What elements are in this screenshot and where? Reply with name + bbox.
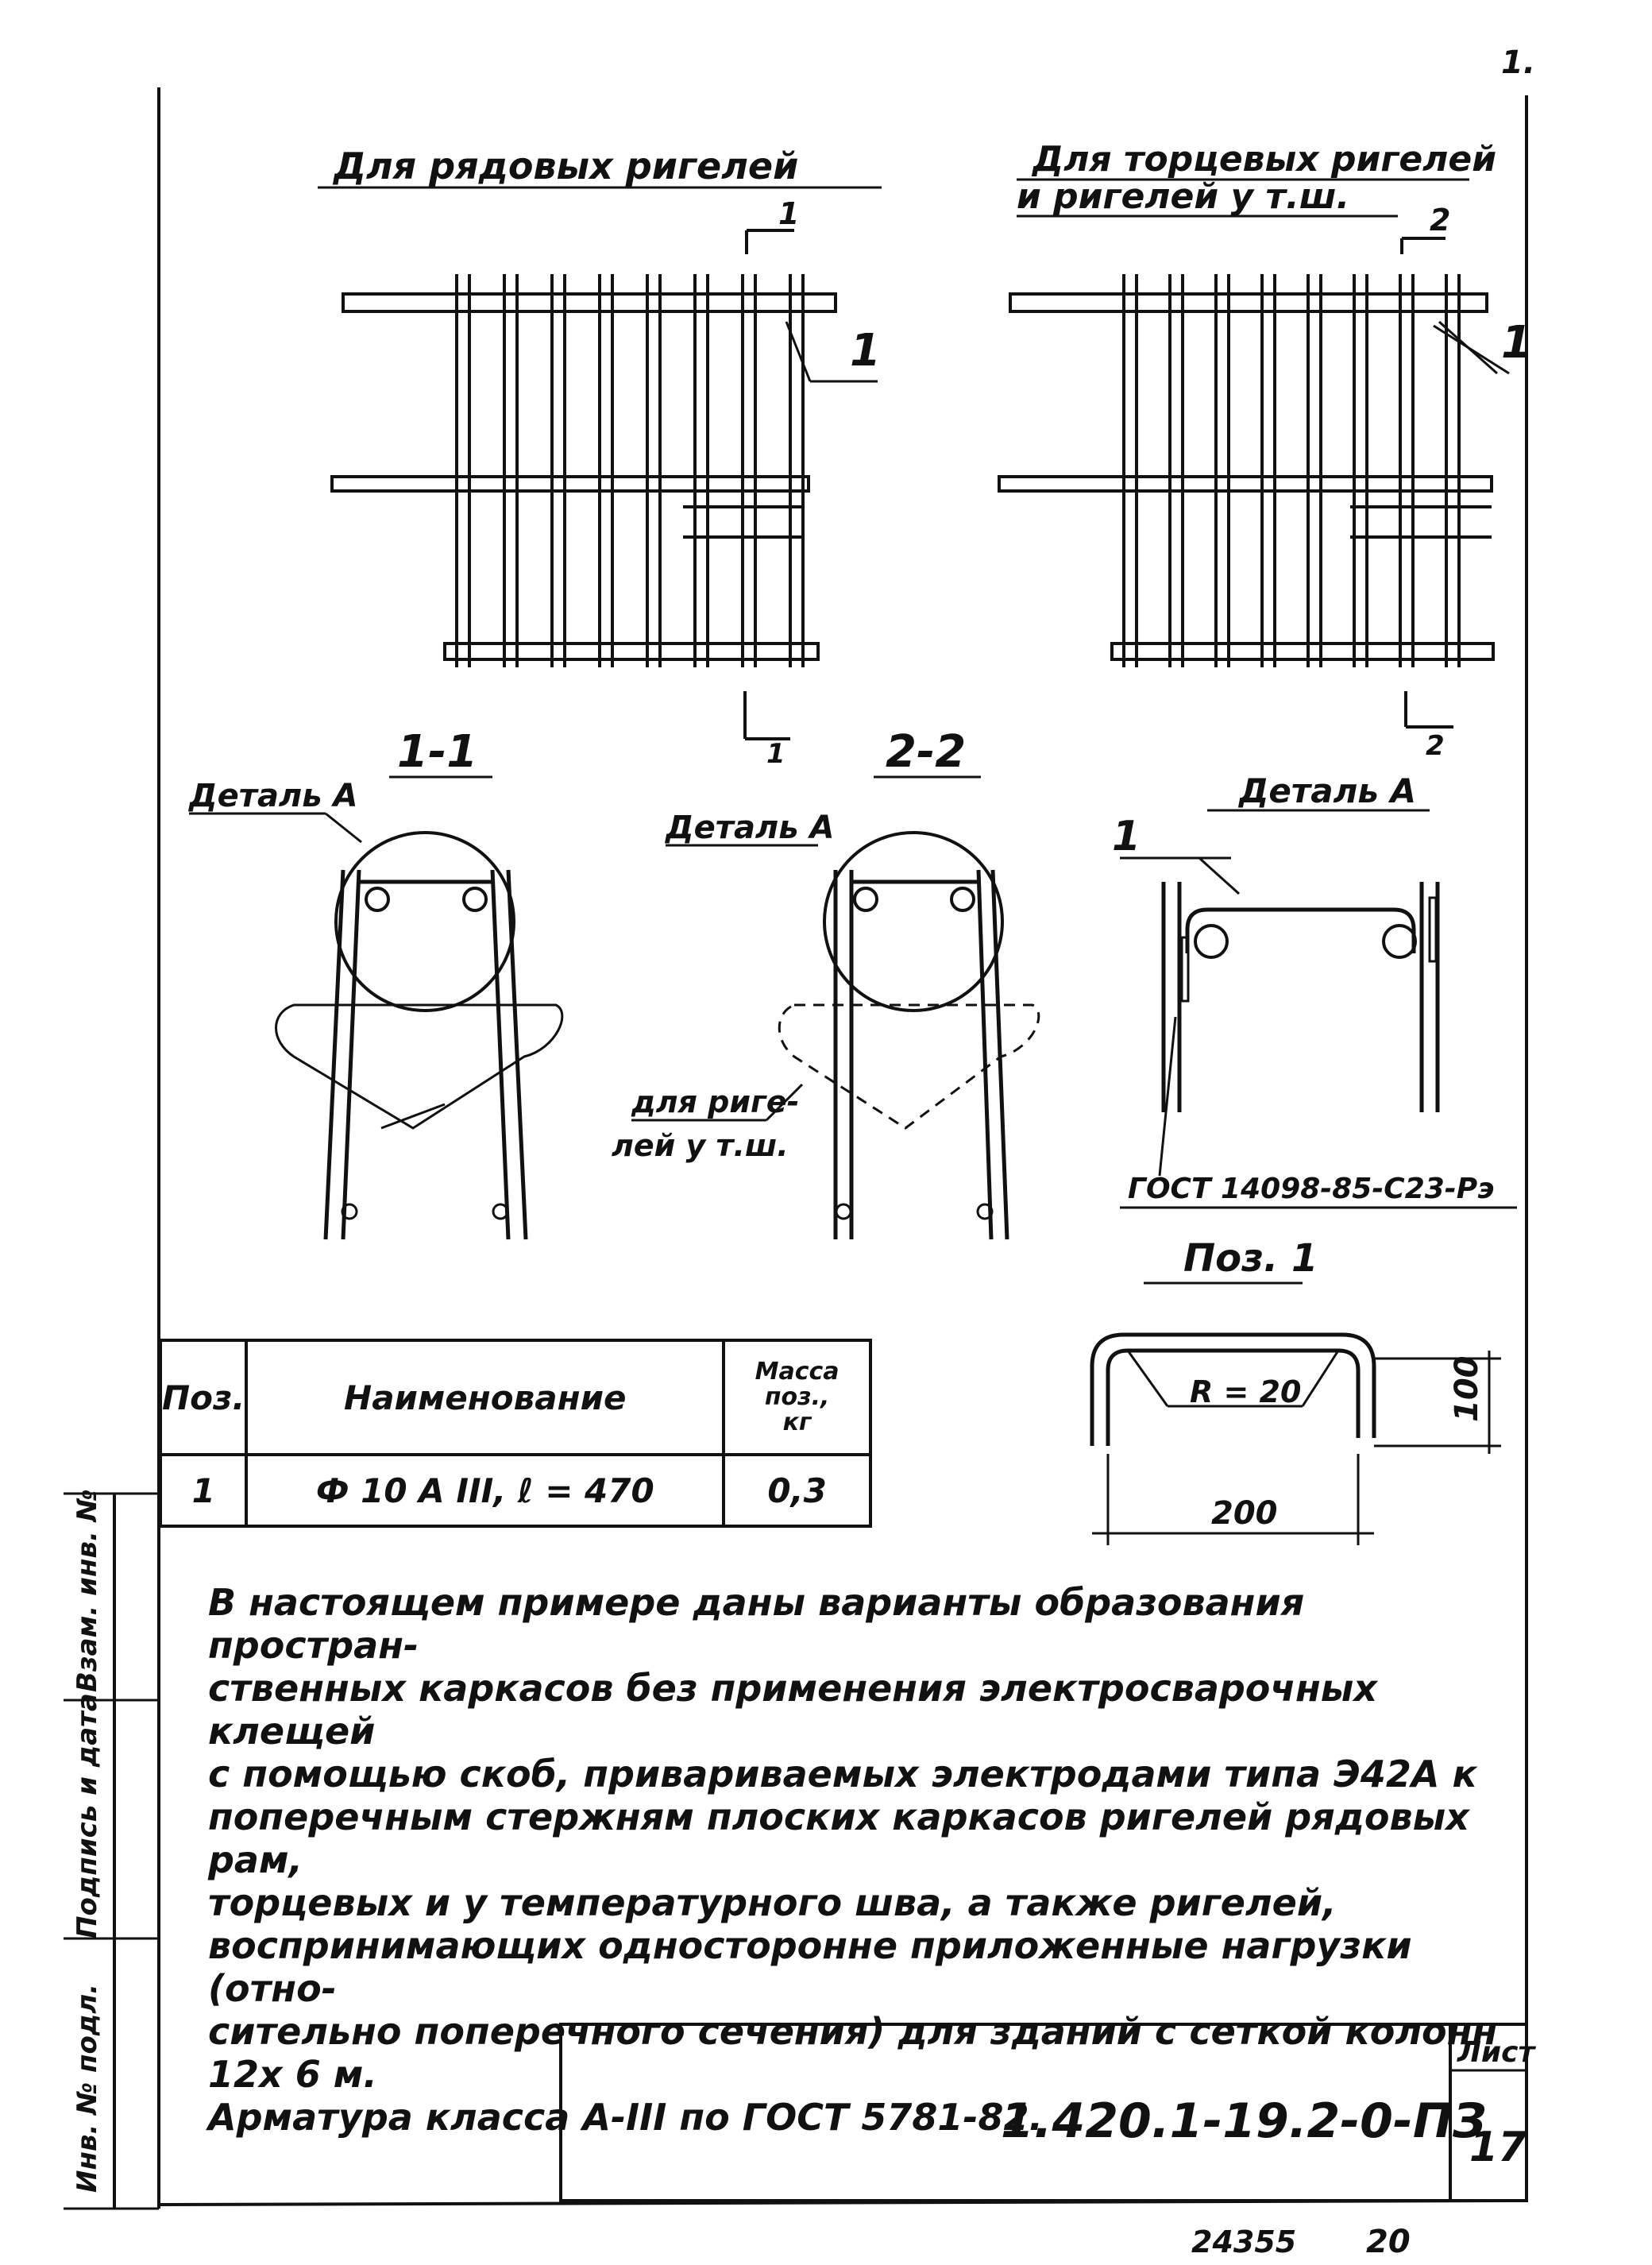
section-2-title: 2-2 (886, 726, 967, 778)
sheet-number: 17 (1469, 2124, 1527, 2171)
note-line: 12х 6 м. (208, 2053, 377, 2096)
pos1-title: Поз. 1 (1183, 1236, 1318, 1281)
section-mark-top-2: 2 (1430, 203, 1451, 238)
note-line: воспринимающих односторонне приложенные нагрузки (отно- (208, 1924, 1412, 2010)
section-1-title: 1-1 (397, 726, 478, 778)
note-line: с помощью скоб, привариваемых электродами типа Э42А к (208, 1753, 1477, 1795)
weld-standard-note: ГОСТ 14098-85-С23-Рэ (1128, 1173, 1495, 1205)
section-mark-bottom-1: 1 (766, 738, 785, 770)
right-view-title-line1: Для торцевых ригелей (1032, 139, 1497, 180)
explanatory-note (208, 1581, 1527, 2139)
note-for-end-beams-line1: для риге- (631, 1084, 800, 1119)
sheet-label: Лист (1457, 2036, 1535, 2069)
left-plan-view (332, 274, 836, 667)
spec-header-name: Наименование (246, 1340, 724, 1455)
detail-position-callout: 1 (1112, 813, 1141, 860)
note-line: ственных каркасов без применения электросварочных клещей (208, 1667, 1378, 1753)
note-for-end-beams-line2: лей у т.ш. (612, 1128, 789, 1163)
pos1-width-dim: 200 (1211, 1495, 1278, 1532)
spec-header-mass (724, 1340, 870, 1455)
pos1-radius: R = 20 (1190, 1374, 1302, 1409)
pos1-height-dim: 100 (1449, 1355, 1485, 1422)
page-corner-mark: 1. (1501, 44, 1536, 81)
left-view-title: Для рядовых ригелей (334, 145, 799, 187)
pos1-drawing (1092, 1335, 1501, 1545)
spec-row-pos: 1 (160, 1455, 246, 1526)
right-plan-view (999, 274, 1493, 667)
section-2-drawing (779, 833, 1039, 1239)
spec-header-mass-line1: Масса (755, 1358, 840, 1386)
archive-number: 24355 (1191, 2224, 1297, 2259)
note-line: сительно поперечного сечения) для зданий с сеткой колонн (208, 2010, 1498, 2053)
spec-row-name: Ф 10 А III, ℓ = 470 (246, 1455, 724, 1526)
detail-label-section-1: Деталь А (189, 778, 358, 814)
section-1-drawing (276, 833, 562, 1239)
note-line: торцевых и у температурного шва, а также ригелей, (208, 1881, 1337, 1924)
specification-table (159, 1339, 872, 1528)
note-line: В настоящем примере даны варианты образования простран- (208, 1581, 1305, 1667)
stamp-signature-date: Подпись и дата (71, 1693, 103, 1938)
note-line: поперечным стержням плоских каркасов ригелей рядовых рам, (208, 1795, 1469, 1881)
section-mark-top-1: 1 (778, 196, 800, 231)
spec-header-mass-line2: поз., (764, 1383, 830, 1411)
detail-a-drawing (1160, 882, 1438, 1176)
spec-row-mass: 0,3 (724, 1455, 870, 1526)
note-line: Арматура класса А-III по ГОСТ 5781-82. (208, 2096, 1043, 2139)
format-number: 20 (1366, 2224, 1411, 2260)
detail-label-section-2: Деталь А (666, 810, 835, 846)
right-view-title-line2: и ригелей у т.ш. (1017, 176, 1350, 217)
right-position-callout: 1 (1501, 317, 1532, 369)
spec-header-pos: Поз. (160, 1340, 246, 1455)
left-position-callout: 1 (850, 325, 881, 377)
detail-a-title: Деталь А (1239, 771, 1417, 810)
spec-header-mass-line3: кг (782, 1409, 812, 1436)
stamp-column (64, 1489, 114, 2193)
section-mark-bottom-2: 2 (1426, 730, 1445, 762)
stamp-inventory-number: Инв. № подл. (71, 1983, 103, 2193)
stamp-replacement-number: Взам. инв. № (71, 1489, 103, 1692)
table-row (160, 1455, 870, 1526)
document-designation: 1.420.1-19.2-0-ПЗ (1001, 2093, 1487, 2149)
